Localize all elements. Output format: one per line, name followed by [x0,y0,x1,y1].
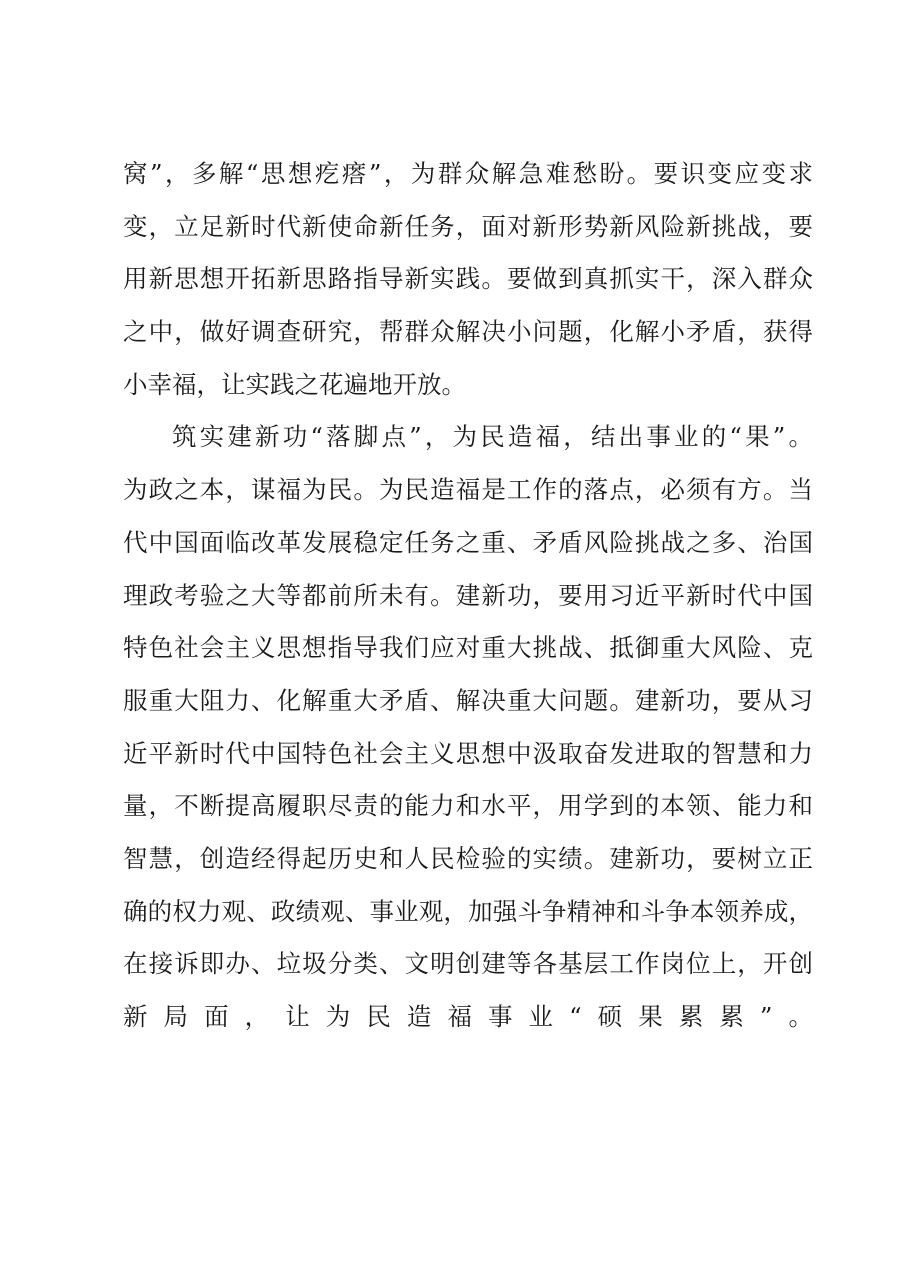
text-line: 为政之本，谋福为民。为民造福是工作的落点，必须有方。当 [123,475,813,505]
text-line: 近平新时代中国特色社会主义思想中汲取奋发进取的智慧和力 [123,738,813,768]
text-line [123,1044,813,1097]
text-line: 服重大阻力、化解重大矛盾、解决重大问题。建新功，要从习 [123,685,813,715]
text-line: 智慧，创造经得起历史和人民检验的实绩。建新功，要树立正 [123,843,813,873]
text-line: 在接诉即办、垃圾分类、文明创建等各基层工作岗位上，开创 [123,949,813,979]
text-line: 变，立足新时代新使命新任务，面对新形势新风险新挑战，要 [123,211,813,241]
text-line: 新局面，让为民造福事业“硕果累累”。 [123,1002,813,1031]
text-line: 小幸福，让实践之花遍地开放。 [123,369,466,399]
document-body [123,148,813,1096]
text-line: 量，不断提高履职尽责的能力和水平，用学到的本领、能力和 [123,791,813,821]
text-line: 确的权力观、政绩观、事业观，加强斗争精神和斗争本领养成， [123,896,813,926]
text-line: 特色社会主义思想指导我们应对重大挑战、抵御重大风险、克 [123,633,813,663]
paragraph-2 [123,411,813,1096]
text-line: 理政考验之大等都前所未有。建新功，要用习近平新时代中国 [123,580,813,610]
text-line: 窝”，多解“思想疙瘩”，为群众解急难愁盼。要识变应变求 [123,159,813,188]
text-line: 之中，做好调查研究，帮群众解决小问题，化解小矛盾，获得 [123,317,813,347]
paragraph-1 [123,148,813,411]
text-line: 代中国面临改革发展稳定任务之重、矛盾风险挑战之多、治国 [123,527,813,557]
text-line: 用新思想开拓新思路指导新实践。要做到真抓实干，深入群众 [123,264,813,294]
text-line: 筑实建新功“落脚点”，为民造福，结出事业的“果”。 [172,422,813,452]
